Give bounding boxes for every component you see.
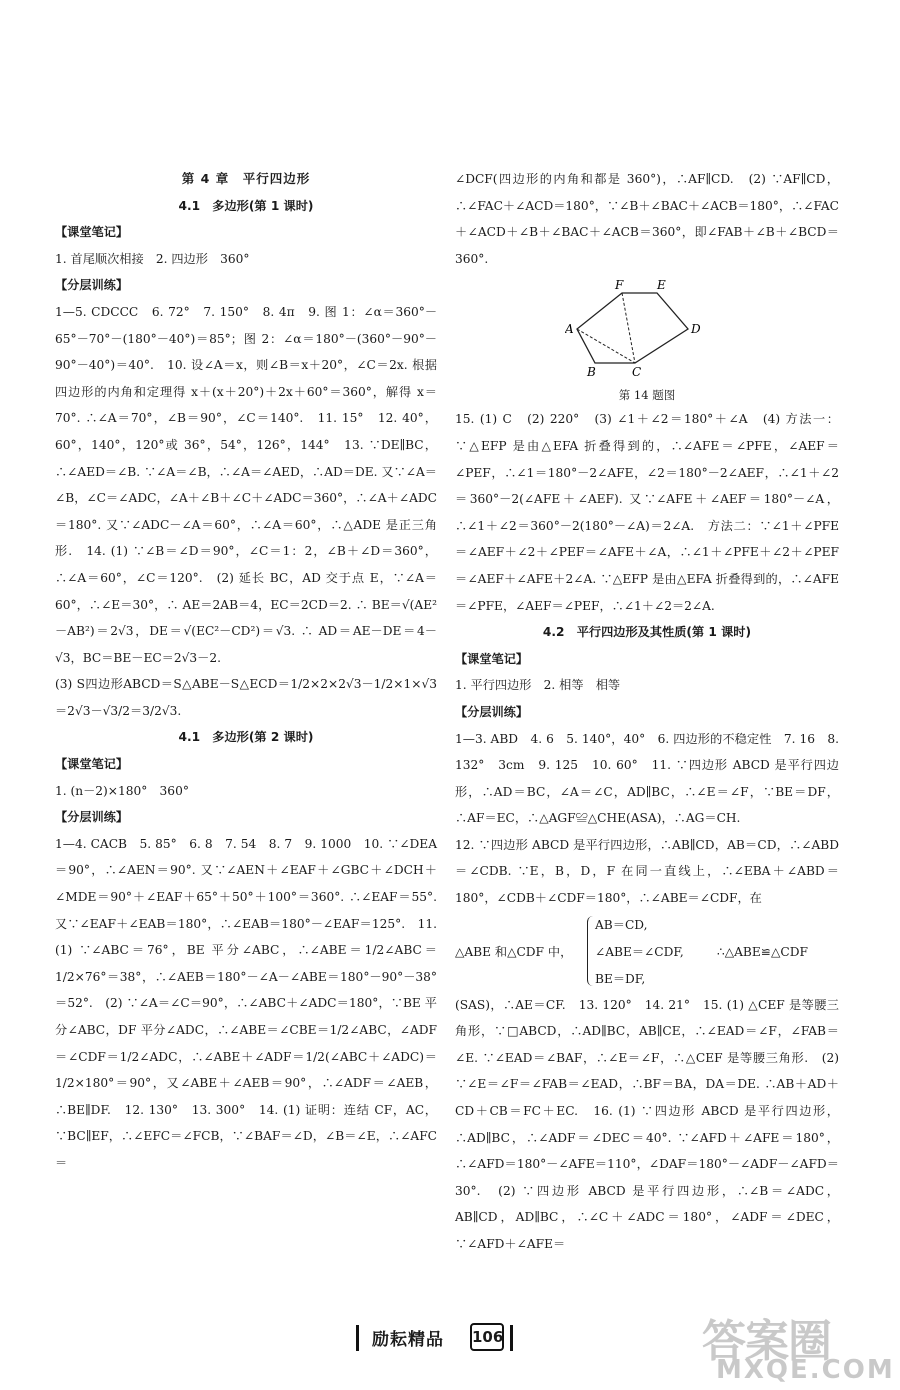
answers-paragraph: 1—3. ABD 4. 6 5. 140°，40° 6. 四边形的不稳定性 7. 16 8. 132° 3cm 9. 125 10. 60° 11. ∵四边形 ABCD 是平行四边形，∴AD＝BC，∠A＝∠C，AD∥BC，∴∠E＝∠F，∵BE＝DF，∴AF＝EC，∴△AGF≌△CHE(ASA)，∴AG＝CH. [455,731,839,826]
answers-paragraph: ∠DCF(四边形的内角和都是 360°)，∴AF∥CD. (2) ∵AF∥CD，∴∠FAC＋∠ACD＝180°，∵∠B＋∠BAC＋∠ACB＝180°，∴∠FAC＋∠ACD＋∠B＋∠BAC＋∠ACB＝360°，即∠FAB＋∠B＋∠BCD＝360°. [455,172,839,266]
equation-system [455,912,839,992]
vertex-label-d: D [691,322,701,337]
layered-training-heading: 【分层训练】 [455,704,529,719]
pentagon-diagram [565,274,705,382]
section-title-4-1-lesson-1: 4.1 多边形(第 1 课时) [178,198,314,213]
watermark-url: MXQE.COM [716,1355,895,1385]
system-line: BE＝DF, [595,971,646,986]
answers-paragraph: 12. ∵四边形 ABCD 是平行四边形，∴AB∥CD，AB＝CD，∴∠ABD＝∠CDB. ∵E，B，D，F 在同一直线上，∴∠EBA＋∠ABD＝180°，∠CDB＋∠CDF＝180°，∴∠ABE＝∠CDF，在 [455,837,839,906]
class-notes-answers: 1. 平行四边形 2. 相等 相等 [455,678,621,693]
chapter-title: 第 4 章 平行四边形 [181,171,311,186]
right-column [455,166,839,1258]
vertex-label-e: E [657,278,666,293]
class-notes-answers: 1. 首尾顺次相接 2. 四边形 360° [55,251,250,266]
system-line: ∠ABE＝∠CDF, [595,944,684,959]
section-title-4-2-lesson-1: 4.2 平行四边形及其性质(第 1 课时) [542,625,752,640]
watermark-logo: 答案圈 [702,1316,831,1367]
answers-paragraph: 15. (1) C (2) 220° (3) ∠1＋∠2＝180°＋∠A (4) 方法一：∵△EFP 是由△EFA 折叠得到的，∴∠AFE＝∠PFE，∠AEF＝∠PEF，∴∠1＝180°－2∠AFE，∠2＝180°－2∠AEF，∴∠1＋∠2＝360°－2(∠AFE＋∠AEF). 又∵∠AFE＋∠AEF＝180°－∠A，∴∠1＋∠2＝360°－2(180°－∠A)＝2∠A. 方法二：∵∠1＋∠PFE＝∠AEF＋∠2＋∠PEF＝∠AFE＋∠A，∴∠1＋∠PFE＋∠2＋∠PEF＝∠AEF＋∠AFE＋2∠A. ∵△EFP 是由△EFA 折叠得到的，∴∠AFE＝∠PFE，∠AEF＝∠PEF，∴∠1＋∠2＝2∠A. [455,412,839,613]
layered-training-heading: 【分层训练】 [55,810,129,825]
diagonal-fc [622,293,635,363]
class-notes-heading: 【课堂笔记】 [455,651,529,666]
figure-caption: 第 14 题图 [618,388,676,403]
vertex-label-b: B [587,365,596,380]
layered-training-heading: 【分层训练】 [55,278,129,293]
answers-paragraph: 1—4. CACB 5. 85° 6. 8 7. 54 8. 7 9. 1000 10. ∵∠DEA＝90°，∴∠AEN＝90°. 又∵∠AEN＋∠EAF＋∠GBC＋∠DCH＋∠MDE＝90°＋∠EAF＋65°＋50°＋100°＝360°. ∴∠EAF＝55°. 又∵∠EAF＋∠EAB＝180°，∴∠EAB＝180°－∠EAF＝125°. 11. (1) ∵∠ABC＝76°，BE 平分∠ABC，∴∠ABE＝1/2∠ABC＝1/2×76°＝38°，∴∠AEB＝180°－∠A－∠ABE＝180°－90°－38°＝52°. (2) ∵∠A＝∠C＝90°，∴∠ABC＋∠ADC＝180°，∵BE 平分∠ABC，DF 平分∠ADC，∴∠ABE＝∠CBE＝1/2∠ABC，∠ADF＝∠CDF＝1/2∠ADC，∴∠ABE＋∠ADF＝1/2(∠ABC＋∠ADC)＝1/2×180°＝90°，又∠ABE＋∠AEB＝90°，∴∠ADF＝∠AEB，∴BE∥DF. 12. 130° 13. 300° 14. (1) 证明：连结 CF，AC，∵BC∥EF，∴∠EFC＝∠FCB，∵∠BAF＝∠D，∠B＝∠E，∴∠AFC＝ [55,836,437,1170]
section-title-4-1-lesson-2: 4.1 多边形(第 2 课时) [178,730,314,745]
watermark [702,1305,898,1390]
vertex-label-a: A [565,322,574,337]
page-number: 106 [470,1323,504,1351]
answers-paragraph: (SAS)，∴AE＝CF. 13. 120° 14. 21° 15. (1) △CEF 是等腰三角形，∵□ABCD，∴AD∥BC，AB∥CE，∴∠EAD＝∠F，∠FAB＝∠E. ∵∠EAD＝∠BAF，∴∠E＝∠F，∴△CEF 是等腰三角形. (2) ∵∠E＝∠F＝∠FAB＝∠EAD，∴BF＝BA，DA＝DE. ∴AB＋AD＋CD＋CB＝FC＋EC. 16. (1) ∵四边形 ABCD 是平行四边形，∴AD∥BC，∴∠ADF＝∠DEC＝40°. ∵∠AFD＋∠AFE＝180°，∴∠AFD＝180°－∠AFE＝110°，∠DAF＝180°－∠ADF－∠AFD＝30°. (2) ∵四边形 ABCD 是平行四边形，∴∠B＝∠ADC，AB∥CD，AD∥BC，∴∠C＋∠ADC＝180°，∠ADF＝∠DEC，∵∠AFD＋∠AFE＝ [455,997,839,1251]
class-notes-heading: 【课堂笔记】 [55,225,129,240]
system-brace [587,916,593,986]
answers-paragraph: (3) S四边形ABCD＝S△ABE－S△ECD＝1/2×2×2√3－1/2×1×√3＝2√3－√3/2＝3/2√3. [55,677,437,718]
page-footer [352,1321,548,1353]
pentagon-figure [455,274,839,386]
vertex-label-f: F [615,278,624,293]
class-notes-answers: 1. (n－2)×180° 360° [55,783,189,798]
footer-bar [510,1325,513,1351]
system-lead-text: △ABE 和△CDF 中， [455,944,573,959]
system-line: AB＝CD, [595,917,648,932]
left-column [55,166,437,1177]
answers-paragraph: 1—5. CDCCC 6. 72° 7. 150° 8. 4π 9. 图 1：∠α＝360°－65°－70°－(180°－40°)＝85°；图 2：∠α＝180°－(360°－90°－90°－40°)＝40°. 10. 设∠A＝x，则∠B＝x＋20°，∠C＝2x. 根据四边形的内角和定理得 x＋(x＋20°)＋2x＋60°＝360°，解得 x＝70°. ∴∠A＝70°，∠B＝90°，∠C＝140°. 11. 15° 12. 40°，60°，140°，120°或 36°，54°，126°，144° 13. ∵DE∥BC，∴∠AED＝∠B. ∵∠A＝∠B，∴∠A＝∠AED，∴AD＝DE. 又∵∠A＝∠B，∠C＝∠ADC，∠A＋∠B＋∠C＋∠ADC＝360°，∴∠A＋∠ADC＝180°. 又∵∠ADC－∠A＝60°，∴∠A＝60°，∴△ADE 是正三角形. 14. (1) ∵∠B＝∠D＝90°，∠C＝1：2，∠B＋∠D＝360°，∴∠A＝60°，∠C＝120°. (2) 延长 BC，AD 交于点 E，∵∠A＝60°，∴∠E＝30°，∴ AE＝2AB＝4，EC＝2CD＝2. ∴ BE＝√(AE²－AB²)＝2√3，DE＝√(EC²－CD²)＝√3. ∴ AD＝AE－DE＝4－√3，BC＝BE－EC＝2√3－2. [55,304,437,665]
brand-logo-text: 励耘精品 [372,1330,444,1350]
system-conclusion: ∴△ABE≌△CDF [717,944,808,959]
pentagon-outline [577,293,688,363]
vertex-label-c: C [632,365,642,380]
footer-bar [356,1325,359,1351]
class-notes-heading: 【课堂笔记】 [55,757,129,772]
